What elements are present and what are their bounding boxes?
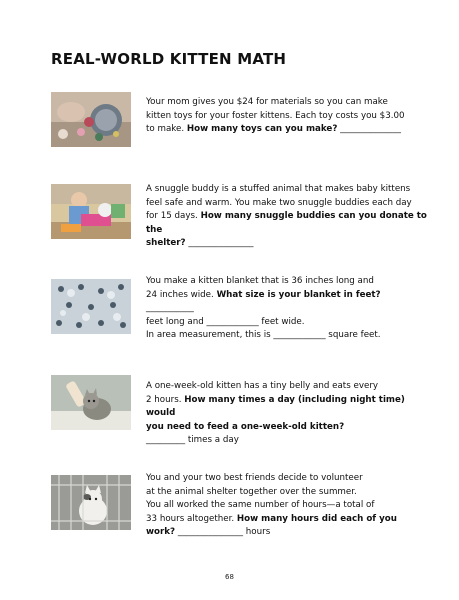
problem-3-line-1: You make a kitten blanket that is 36 inches long and (146, 276, 374, 286)
line-text: for 15 days. (146, 211, 201, 222)
kitten-blanket-photo (51, 279, 131, 334)
problem-2-line-3 (146, 210, 431, 237)
question-text: How many hours did each of you (236, 513, 397, 524)
problem-2-line-2: feel safe and warm. You make two snuggle buddies each day (146, 197, 412, 208)
question-text: How many toys can you make? (186, 124, 338, 135)
question-text: What size is your blanket in feet? (216, 289, 381, 300)
bottle-feeding-kitten-photo (51, 375, 131, 430)
problem-5-line-5 (146, 526, 431, 540)
problem-1 (51, 92, 431, 147)
problem-3-text (146, 275, 431, 343)
problem-4-line-4[interactable]: _________ times a day (146, 435, 239, 446)
problem-2 (51, 184, 431, 249)
line-text: 2 hours. (146, 394, 185, 405)
answer-blank[interactable]: _______________ (185, 238, 254, 249)
answer-blank[interactable]: _______________ hours (175, 527, 271, 538)
problem-2-line-1: A snuggle buddy is a stuffed animal that makes baby kittens (146, 184, 411, 194)
problem-5-line-3: You all worked the same number of hours—a total of (146, 500, 375, 511)
problem-1-line-3 (146, 123, 431, 137)
problem-4 (51, 375, 431, 446)
problem-3-line-2 (146, 289, 431, 316)
problem-3-line-4[interactable]: In area measurement, this is ____________ square feet. (146, 330, 381, 341)
line-text: 33 hours altogether. (146, 513, 237, 524)
problem-5-line-2: at the animal shelter together over the summer. (146, 486, 357, 497)
kitten-in-cage-photo (51, 475, 131, 530)
answer-blank[interactable]: ______________ (337, 124, 401, 135)
line-text: to make. (146, 124, 187, 135)
problem-4-line-2 (146, 394, 431, 421)
problem-5-line-1: You and your two best friends decide to volunteer (146, 473, 363, 483)
question-text: you need to feed a one-week-old kitten? (146, 421, 345, 432)
problem-1-text (146, 96, 431, 137)
answer-blank[interactable]: ___________ (146, 303, 194, 314)
problem-5-text (146, 472, 431, 540)
question-text: How many snuggle buddies can you donate to the (146, 211, 427, 235)
question-text: work? (146, 527, 176, 538)
problem-3-line-3[interactable]: feet long and ____________ feet wide. (146, 316, 305, 327)
problem-1-line-2: kitten toys for your foster kittens. Each toy costs you $3.00 (146, 110, 405, 121)
line-text: 24 inches wide. (146, 289, 217, 300)
child-sewing-photo (51, 184, 131, 239)
problem-1-line-1: Your mom gives you $24 for materials so you can make (146, 97, 388, 107)
problem-5 (51, 473, 431, 538)
question-text: shelter? (146, 238, 186, 249)
page-title: REAL-WORLD KITTEN MATH (51, 50, 287, 68)
problem-4-text (146, 380, 431, 448)
problem-5-line-4 (146, 513, 431, 527)
problem-2-line-4 (146, 237, 431, 251)
problem-2-text (146, 183, 431, 251)
problem-4-line-3 (146, 421, 431, 435)
yarn-toys-photo (51, 92, 131, 147)
problem-4-line-1: A one-week-old kitten has a tiny belly and eats every (146, 381, 379, 391)
question-text: How many times a day (including night time) would (146, 394, 405, 419)
problem-3 (51, 276, 431, 341)
page-number: 68 (225, 573, 234, 581)
